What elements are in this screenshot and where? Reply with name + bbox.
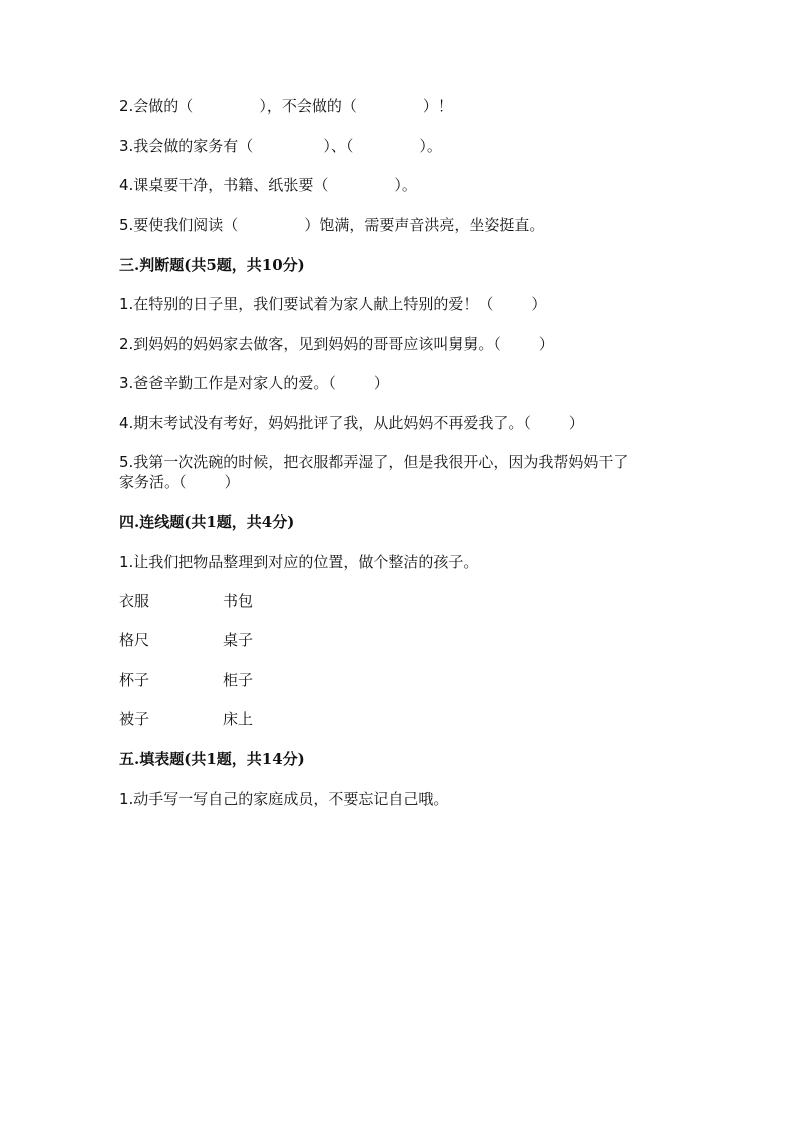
matching-right-item: 桌子: [223, 631, 254, 649]
matching-right-item: 床上: [223, 710, 254, 728]
item-text: 1.在特别的日子里，我们要试着为家人献上特别的爱！（: [119, 295, 494, 313]
item-text: ）: [224, 473, 240, 491]
item-text: 3.我会做的家务有（: [119, 137, 254, 155]
item-text: 4.期末考试没有考好，妈妈批评了我，从此妈妈不再爱我了。（: [119, 414, 531, 432]
section-heading-table: 五.填表题(共1题，共14分): [119, 750, 305, 768]
item-text: ）: [531, 295, 547, 313]
matching-question: 1.让我们把物品整理到对应的位置，做个整洁的孩子。: [119, 553, 479, 571]
fill-blank-item-5: [119, 215, 544, 235]
judgement-item-1: [119, 294, 546, 314]
item-text: ）: [538, 335, 554, 353]
section-heading-matching: 四.连线题(共1题，共4分): [119, 513, 295, 531]
matching-left-item: 衣服: [119, 592, 150, 610]
item-text: ），不会做的（: [259, 97, 357, 115]
item-text: 2.到妈妈的妈妈家去做客，见到妈妈的哥哥应该叫舅舅。（: [119, 335, 501, 353]
matching-left-item: 杯子: [119, 671, 150, 689]
item-text: ）。: [419, 137, 442, 155]
judgement-item-5: [119, 452, 628, 492]
item-text: ）: [373, 374, 389, 392]
item-text: 5.我第一次洗碗的时候，把衣服都弄湿了，但是我很开心，因为我帮妈妈干了: [119, 453, 629, 471]
matching-left-item: 被子: [119, 710, 150, 728]
table-question: 1.动手写一写自己的家庭成员，不要忘记自己哦。: [119, 790, 449, 808]
item-text: ）: [568, 414, 584, 432]
item-text: 家务活。（: [119, 473, 187, 491]
judgement-item-3: [119, 373, 389, 393]
item-text: 5.要使我们阅读（: [119, 216, 239, 234]
fill-blank-item-2: [119, 96, 453, 116]
judgement-item-2: [119, 334, 554, 354]
item-text: 2.会做的（: [119, 97, 194, 115]
matching-right-item: 柜子: [223, 671, 254, 689]
fill-blank-item-3: [119, 136, 442, 156]
item-text: ）！: [422, 97, 453, 115]
item-text: 3.爸爸辛勤工作是对家人的爱。（: [119, 374, 336, 392]
judgement-item-4: [119, 413, 584, 433]
item-text: ）、（: [323, 137, 354, 155]
fill-blank-item-4: [119, 175, 417, 195]
section-heading-judgement: 三.判断题(共5题，共10分): [119, 256, 305, 274]
item-text: ）饱满，需要声音洪亮，坐姿挺直。: [304, 216, 545, 234]
item-text: ）。: [394, 176, 417, 194]
matching-left-item: 格尺: [119, 631, 150, 649]
item-text: 4.课桌要干净，书籍、纸张要（: [119, 176, 329, 194]
matching-right-item: 书包: [223, 592, 254, 610]
